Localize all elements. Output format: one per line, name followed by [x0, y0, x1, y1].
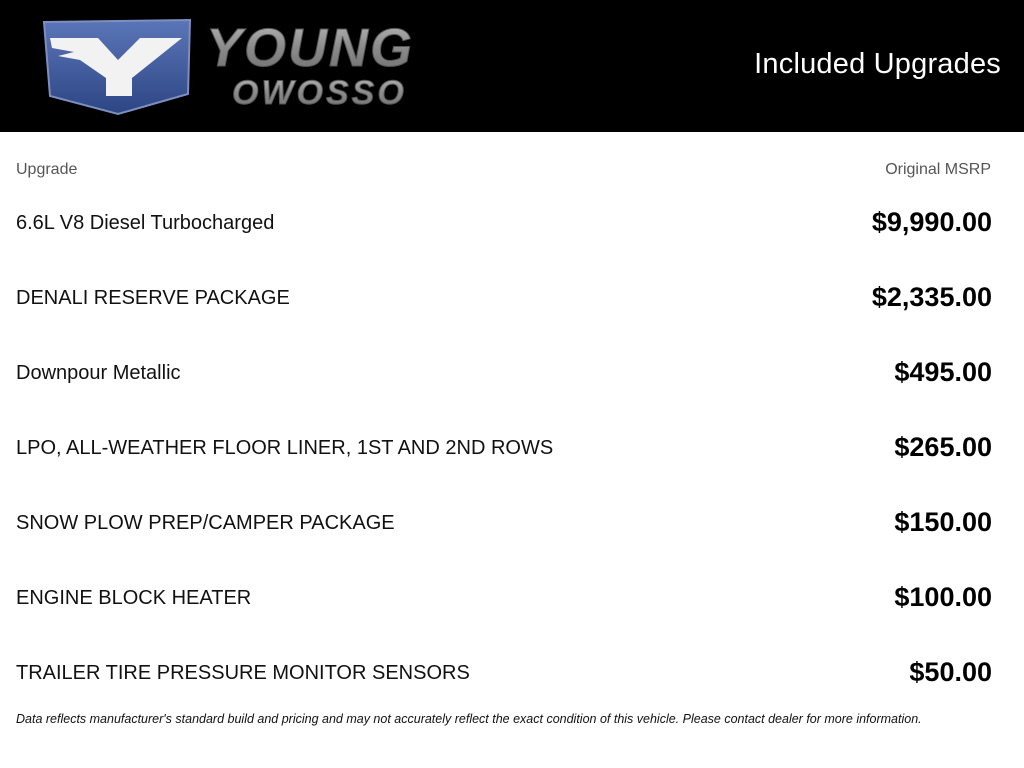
page-title: Included Upgrades: [754, 48, 1001, 80]
upgrade-price: $50.00: [909, 657, 992, 687]
upgrade-name: LPO, ALL-WEATHER FLOOR LINER, 1ST AND 2ND ROWS: [16, 437, 554, 459]
upgrade-row: [0, 639, 1024, 714]
upgrade-price: $100.00: [894, 582, 992, 612]
shield-emblem-icon: [44, 20, 190, 114]
column-header-upgrade: Upgrade: [16, 161, 78, 178]
upgrade-row: [0, 564, 1024, 639]
column-header-msrp: Original MSRP: [885, 161, 991, 178]
upgrade-name: Downpour Metallic: [16, 362, 181, 384]
upgrade-price: $495.00: [894, 357, 992, 387]
upgrade-name: DENALI RESERVE PACKAGE: [16, 287, 290, 309]
upgrade-price: $265.00: [894, 432, 992, 462]
logo-brand-line1: YOUNG: [206, 18, 415, 78]
upgrade-name: ENGINE BLOCK HEATER: [16, 587, 252, 609]
disclaimer-text: Data reflects manufacturer's standard build and pricing and may not accurately reflect the exact condition of this vehicle. Please contact dealer for more information.: [16, 712, 922, 726]
upgrade-name: SNOW PLOW PREP/CAMPER PACKAGE: [16, 512, 395, 534]
upgrade-price: $9,990.00: [871, 207, 992, 237]
upgrade-row: [0, 489, 1024, 564]
header-banner: [0, 0, 1024, 132]
upgrade-price: $2,335.00: [871, 282, 992, 312]
logo-brand-line2: OWOSSO: [232, 74, 407, 112]
upgrade-price: $150.00: [894, 507, 992, 537]
upgrade-row: [0, 189, 1024, 264]
upgrade-row: [0, 414, 1024, 489]
upgrade-row: [0, 339, 1024, 414]
dealer-logo: [40, 16, 510, 116]
upgrade-name: 6.6L V8 Diesel Turbocharged: [16, 212, 275, 234]
upgrade-name: TRAILER TIRE PRESSURE MONITOR SENSORS: [16, 662, 470, 684]
upgrades-list: [0, 189, 1024, 714]
upgrade-row: [0, 264, 1024, 339]
